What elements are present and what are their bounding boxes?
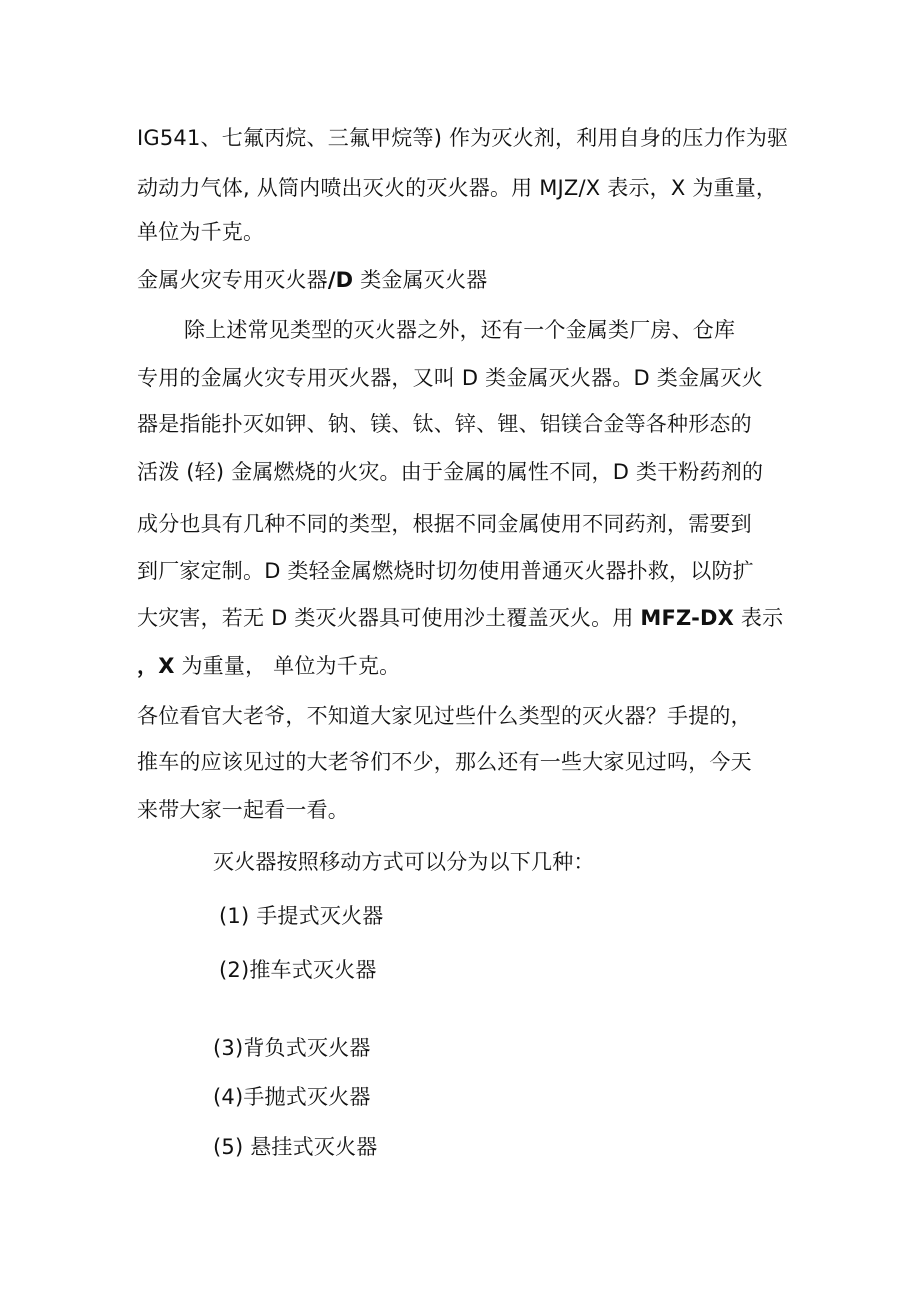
list-item-1: (1) 手提式灭火器 — [219, 904, 384, 928]
paragraph-line-1: 除上述常见类型的灭火器之外，还有一个金属类厂房、仓库 — [184, 318, 736, 342]
list-intro: 灭火器按照移动方式可以分为以下几种： — [213, 850, 595, 874]
section-heading-post: 类金属灭火器 — [353, 268, 488, 292]
list-item-3: (3)背负式灭火器 — [213, 1036, 371, 1060]
list-item-5: (5) 悬挂式灭火器 — [213, 1135, 378, 1159]
section-heading — [137, 266, 487, 294]
section-heading-pre: 金属火灾专用灭火器 — [137, 268, 328, 292]
closing-line-2: 推车的应该见过的大老爷们不少，那么还有一些大家见过吗，今天 — [137, 750, 752, 774]
section-heading-bold: /D — [327, 268, 354, 292]
paragraph-line-7-post: 表示 — [734, 606, 784, 630]
paragraph-line-6: 到厂家定制。D 类轻金属燃烧时切勿使用普通灭火器扑救，以防扩 — [137, 559, 754, 583]
list-item-2: (2)推车式灭火器 — [219, 958, 377, 982]
paragraph-line-3: 器是指能扑灭如钾、钠、镁、钛、锌、锂、铝镁合金等各种形态的 — [137, 412, 752, 436]
closing-line-3: 来带大家一起看一看。 — [137, 798, 349, 822]
intro-line-2: 动动力气体, 从筒内喷出灭火的灭火器。用 MJZ/X 表示，X 为重量， — [137, 176, 778, 200]
paragraph-line-7 — [137, 604, 783, 632]
intro-line-3: 单位为千克。 — [137, 220, 265, 244]
paragraph-line-8-bold: ，X — [137, 654, 175, 678]
paragraph-line-5: 成分也具有几种不同的类型，根据不同金属使用不同药剂，需要到 — [137, 512, 752, 536]
model-code: MFZ-DX — [640, 606, 735, 630]
paragraph-line-8-post: 为重量， 单位为千克。 — [174, 654, 401, 678]
intro-line-1: IG541、七氟丙烷、三氟甲烷等) 作为灭火剂，利用自身的压力作为驱 — [137, 126, 789, 150]
paragraph-line-2: 专用的金属火灾专用灭火器，又叫 D 类金属灭火器。D 类金属灭火 — [137, 366, 763, 390]
list-item-4: (4)手抛式灭火器 — [213, 1085, 371, 1109]
closing-line-1: 各位看官大老爷，不知道大家见过些什么类型的灭火器？手提的， — [137, 704, 752, 728]
paragraph-line-8 — [137, 652, 400, 680]
paragraph-line-4: 活泼 (轻) 金属燃烧的火灾。由于金属的属性不同，D 类干粉药剂的 — [137, 460, 764, 484]
paragraph-line-7-pre: 大灾害，若无 D 类灭火器具可使用沙土覆盖灭火。用 — [137, 606, 641, 630]
